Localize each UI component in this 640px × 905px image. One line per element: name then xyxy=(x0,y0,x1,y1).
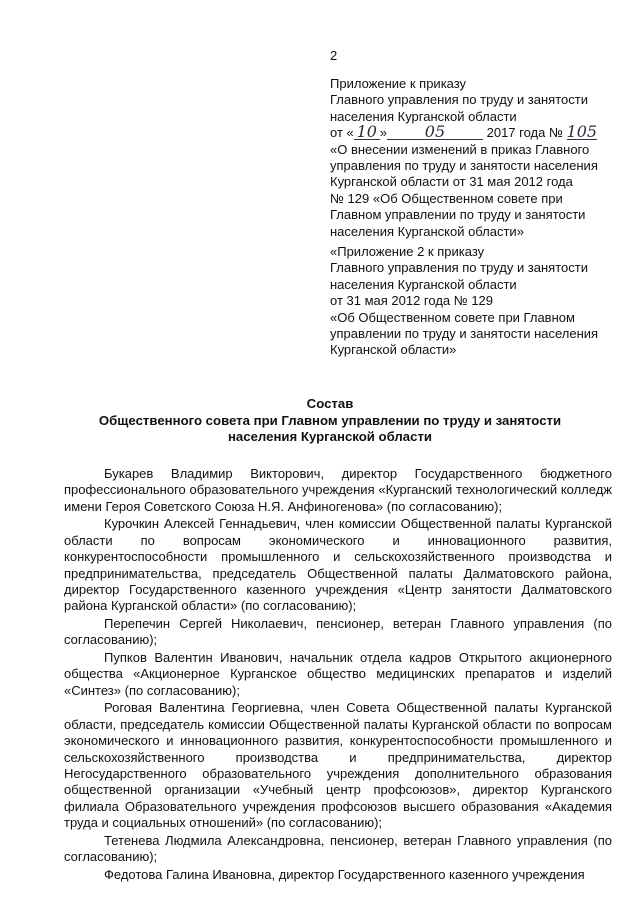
member-entry: Курочкин Алексей Геннадьевич, член комиссии Общественной палаты Курганской области по вопросам экономического и инновационного развития, конкурентоспособности промышленного и сельскохозяйственного производства и предпринимательства, председатель Общественной палаты Далматовского района, директор Государственного казенного учреждения «Центр занятости Далматовского района Курганской области» (по согласованию); xyxy=(64,516,612,614)
appendix-line: Главного управления по труду и занятости xyxy=(330,92,588,108)
handwritten-day: 10 xyxy=(354,125,380,140)
appendix-line: «Об Общественном совете при Главном xyxy=(330,309,575,325)
appendix-order-header xyxy=(330,76,630,240)
date-prefix: от « xyxy=(330,125,354,141)
order-date-line xyxy=(330,122,630,142)
appendix-line: «Приложение 2 к приказу xyxy=(330,244,485,259)
appendix-line: Главном управлении по труду и занятости xyxy=(330,207,586,223)
handwritten-order-number: 105 xyxy=(566,122,598,142)
title-line: Состав xyxy=(306,396,354,411)
appendix-line: Приложение к приказу xyxy=(330,76,467,91)
appendix-line: Главного управления по труду и занятости xyxy=(330,260,588,276)
date-year: 2017 года № xyxy=(486,125,563,141)
appendix-line: № 129 «Об Общественном совете при xyxy=(330,190,563,206)
handwritten-month: 05 xyxy=(387,125,483,140)
council-members-list xyxy=(64,466,612,884)
member-entry: Пупков Валентин Иванович, начальник отдела кадров Открытого акционерного общества «Акционерное Курганское общество медицинских препаратов и изделий «Синтез» (по согласованию); xyxy=(64,650,612,698)
member-entry: Федотова Галина Ивановна, директор Государственного казенного учреждения xyxy=(104,866,585,882)
document-title xyxy=(40,396,620,446)
appendix-line: управления по труду и занятости населения xyxy=(330,158,598,174)
page-number: 2 xyxy=(330,48,338,63)
member-entry: Роговая Валентина Георгиевна, член Совета Общественной палаты Курганской области, председатель комиссии Общественной палаты Курганской области по вопросам экономического и инновационного развития, конкурентоспособности промышленного и сельскохозяйственного производства и предпринимательства, директор Негосударственного образовательного учреждения дополнительного образования общественной организации «Учебный центр профсоюзов», директор Курганского филиала Образовательного учреждения профсоюзов высшего образования «Академия труда и социальных отношений» (по согласованию); xyxy=(64,700,612,831)
member-entry: Перепечин Сергей Николаевич, пенсионер, ветеран Главного управления (по согласованию); xyxy=(64,616,612,648)
date-mid: » xyxy=(379,125,387,141)
appendix-line: Курганской области от 31 мая 2012 года xyxy=(330,174,573,190)
member-entry: Тетенева Людмила Александровна, пенсионер, ветеран Главного управления (по согласованию); xyxy=(64,832,612,865)
member-entry: Букарев Владимир Викторович, директор Государственного бюджетного профессионального образовательного учреждения «Курганский технологический колледж имени Героя Советского Союза Н.Я. Анфиногенова» (по согласованию); xyxy=(64,466,612,514)
appendix-line: от 31 мая 2012 года № 129 xyxy=(330,293,494,309)
appendix-line: управлении по труду и занятости населения xyxy=(330,326,599,342)
appendix-line: населения Курганской области xyxy=(330,276,517,292)
appendix-line: населения Курганской области» xyxy=(330,223,524,239)
appendix-line: населения Курганской области xyxy=(330,108,517,124)
appendix-line: Курганской области» xyxy=(330,342,457,358)
title-line: населения Курганской области xyxy=(227,429,433,445)
appendix-2-header xyxy=(330,244,630,359)
title-line: Общественного совета при Главном управлении по труду и занятости xyxy=(98,412,562,428)
appendix-line: «О внесении изменений в приказ Главного xyxy=(330,141,590,157)
